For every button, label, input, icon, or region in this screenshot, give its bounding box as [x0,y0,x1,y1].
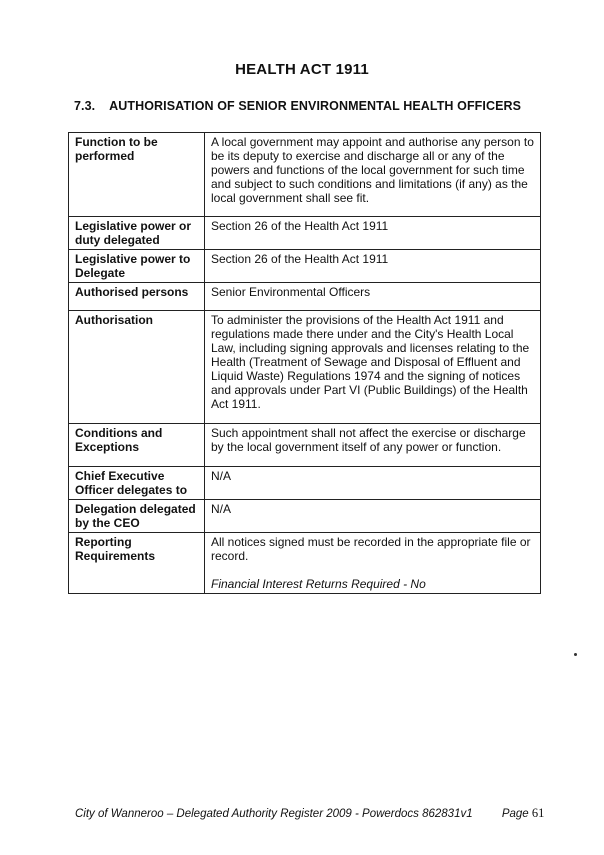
stray-mark [574,653,577,656]
section-title: AUTHORISATION OF SENIOR ENVIRONMENTAL HEALTH OFFICERS [109,99,522,113]
table-row [69,311,541,424]
delegation-table [68,132,541,594]
row-value: Such appointment shall not affect the exercise or discharge by the local government itself of any power or function. [205,424,541,467]
reporting-text: All notices signed must be recorded in the appropriate file or record. [211,535,531,563]
table-row [69,217,541,250]
financial-interest-note: Financial Interest Returns Required - No [211,577,426,591]
row-label: Function to be performed [69,133,205,217]
row-value: N/A [205,467,541,500]
section-number: 7.3. [74,99,96,113]
row-label: Legislative power or duty delegated [69,217,205,250]
row-value: To administer the provisions of the Health Act 1911 and regulations made there under and the City's Health Local Law, including signing approvals and licenses relating to the Health (Treatment of Sewage and Disposal of Effluent and Liquid Waste) Regulations 1974 and the signing of notices and approvals under Part VI (Public Buildings) of the Health Act 1911. [205,311,541,424]
footer-page-label: Page [501,808,529,820]
row-value: Senior Environmental Officers [205,283,541,311]
row-label: Conditions and Exceptions [69,424,205,467]
footer-register-ref: City of Wanneroo – Delegated Authority Register 2009 - Powerdocs 862831v1 [75,808,473,820]
row-value: Section 26 of the Health Act 1911 [205,217,541,250]
row-value: N/A [205,500,541,533]
table-row [69,467,541,500]
table-row [69,424,541,467]
row-value: Section 26 of the Health Act 1911 [205,250,541,283]
row-label: Legislative power to Delegate [69,250,205,283]
row-value [205,533,541,594]
table-row [69,133,541,217]
row-label: Authorised persons [69,283,205,311]
page-footer [75,806,544,821]
row-label: Delegation delegated by the CEO [69,500,205,533]
row-value: A local government may appoint and authorise any person to be its deputy to exercise and discharge all or any of the powers and functions of the local government for such time and subject to such conditions and limitations (if any) as the local government shall see fit. [205,133,541,217]
table-row [69,500,541,533]
row-label: Reporting Requirements [69,533,205,594]
table-row [69,533,541,594]
row-label: Authorisation [69,311,205,424]
document-title: HEALTH ACT 1911 [235,61,369,78]
table-row [69,283,541,311]
table-row [69,250,541,283]
section-heading [74,99,521,113]
footer-page-number: 61 [531,806,545,820]
row-label: Chief Executive Officer delegates to [69,467,205,500]
